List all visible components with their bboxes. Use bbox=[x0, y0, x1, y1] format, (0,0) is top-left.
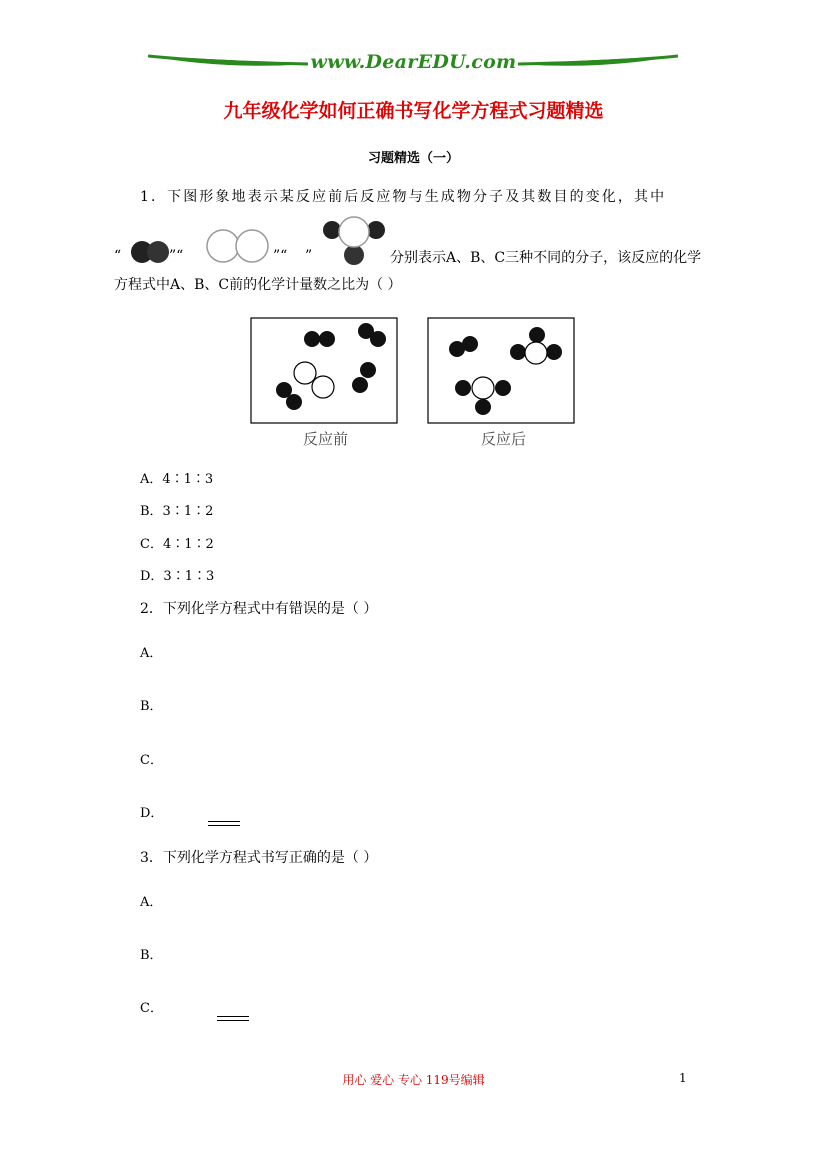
q1-line2-tail: 分别表示A、B、C三种不同的分子，该反应的化学 bbox=[390, 250, 702, 266]
site-logo[interactable]: www.DearEDU.com bbox=[310, 51, 517, 73]
q3-equals-sign bbox=[217, 1016, 249, 1021]
q2-stem: 2．下列化学方程式中有错误的是（ ） bbox=[140, 601, 378, 617]
page-footer: 用心 爱心 专心 119号编辑 bbox=[342, 1073, 485, 1087]
q1-option-b[interactable]: B．3∶1∶2 bbox=[140, 504, 214, 519]
q1-quote-mid-2: ”“ bbox=[273, 248, 288, 264]
molecule-b-icon bbox=[206, 228, 270, 264]
q2-equals-sign bbox=[208, 821, 240, 826]
q3-stem: 3．下列化学方程式书写正确的是（ ） bbox=[140, 850, 378, 866]
page-number: 1 bbox=[679, 1071, 687, 1085]
molecule-a-icon bbox=[130, 238, 170, 266]
q1-option-a[interactable]: A．4∶1∶3 bbox=[140, 472, 214, 487]
page-title: 九年级化学如何正确书写化学方程式习题精选 bbox=[223, 100, 604, 122]
caption-before: 反应前 bbox=[303, 430, 349, 448]
q2-option-b[interactable]: B． bbox=[140, 699, 163, 714]
reaction-after-box bbox=[427, 317, 575, 424]
q1-line3: 方程式中A、B、C前的化学计量数之比为（ ） bbox=[114, 277, 402, 293]
q2-option-c[interactable]: C． bbox=[140, 753, 163, 768]
molecule-c-icon bbox=[322, 215, 386, 267]
section-subtitle: 习题精选（一） bbox=[367, 151, 459, 166]
q2-option-d[interactable]: D． bbox=[140, 806, 164, 821]
caption-after: 反应后 bbox=[481, 430, 527, 448]
q1-quote-mid-1: ”“ bbox=[169, 248, 184, 264]
reaction-before-box bbox=[250, 317, 398, 424]
q2-option-a[interactable]: A． bbox=[140, 646, 163, 661]
q1-option-c[interactable]: C．4∶1∶2 bbox=[140, 537, 214, 552]
q1-quote-close: ” bbox=[305, 248, 313, 264]
q1-line1: 1．下图形象地表示某反应前后反应物与生成物分子及其数目的变化，其中 bbox=[140, 189, 667, 205]
q1-quote-open: “ bbox=[114, 248, 122, 264]
q3-option-b[interactable]: B． bbox=[140, 948, 163, 963]
q3-option-c[interactable]: C． bbox=[140, 1001, 163, 1016]
q3-option-a[interactable]: A． bbox=[140, 895, 163, 910]
q1-option-d[interactable]: D．3∶1∶3 bbox=[140, 569, 215, 584]
